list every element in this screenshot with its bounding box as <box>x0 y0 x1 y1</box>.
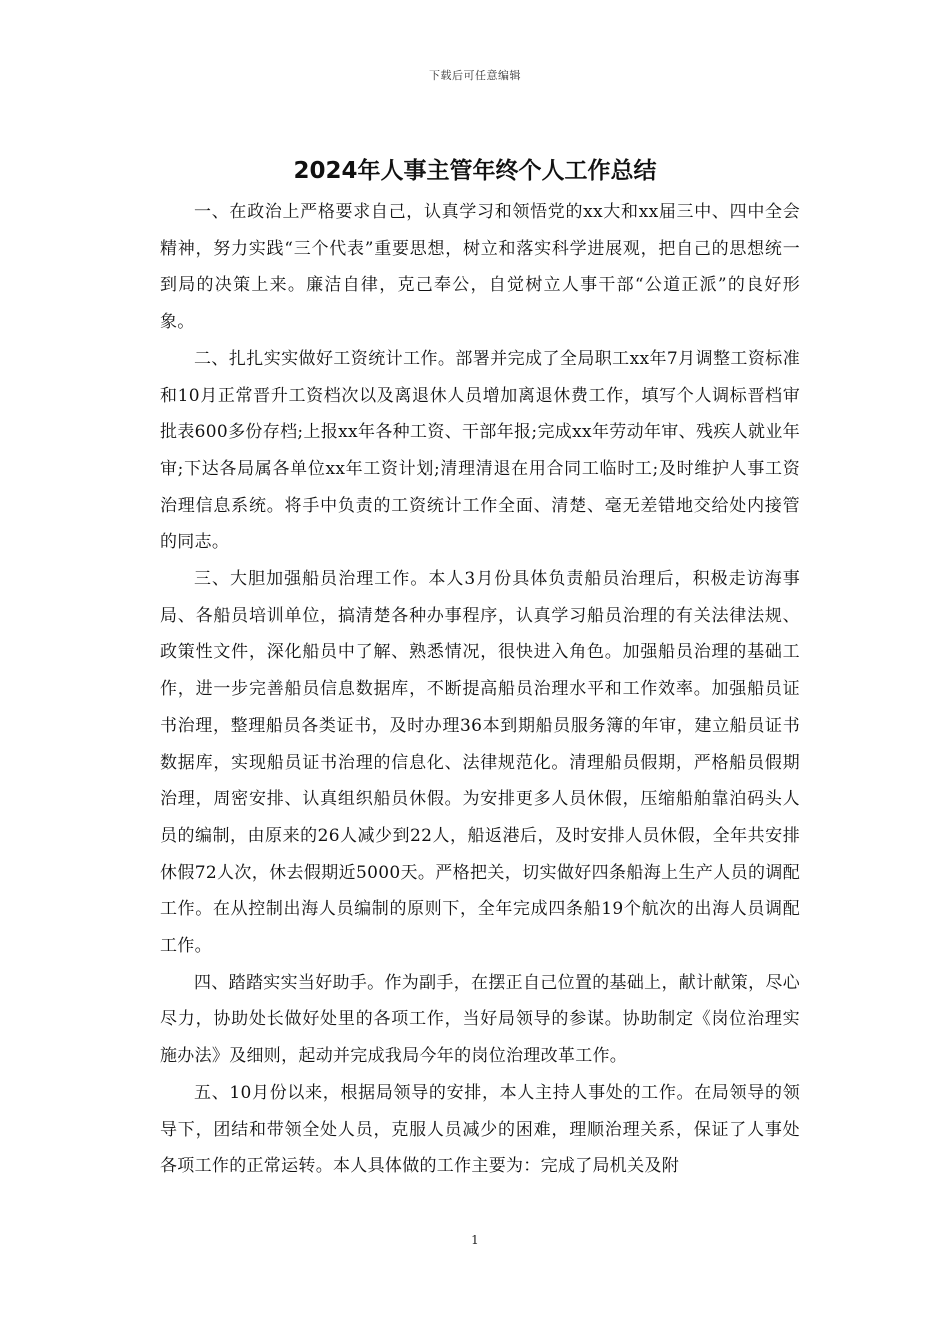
document-body <box>160 194 800 1185</box>
paragraph-2: 二、扎扎实实做好工资统计工作。部署并完成了全局职工xx年7月调整工资标准和10月正常晋升工资档次以及离退休人员增加离退休费工作，填写个人调标晋档审批表600多份存档;上报xx年各种工资、干部年报;完成xx年劳动年审、残疾人就业年审;下达各局属各单位xx年工资计划;清理清退在用合同工临时工;及时维护人事工资治理信息系统。将手中负责的工资统计工作全面、清楚、毫无差错地交给处内接管的同志。 <box>160 348 800 553</box>
page-number: 1 <box>471 1233 479 1247</box>
document-title: 2024年人事主管年终个人工作总结 <box>293 158 657 184</box>
paragraph-3: 三、大胆加强船员治理工作。本人3月份具体负责船员治理后，积极走访海事局、各船员培训单位，搞清楚各种办事程序，认真学习船员治理的有关法律法规、政策性文件，深化船员中了解、熟悉情况，很快进入角色。加强船员治理的基础工作，进一步完善船员信息数据库，不断提高船员治理水平和工作效率。加强船员证书治理，整理船员各类证书，及时办理36本到期船员服务簿的年审，建立船员证书数据库，实现船员证书治理的信息化、法律规范化。清理船员假期，严格船员假期治理，周密安排、认真组织船员休假。为安排更多人员休假，压缩船舶靠泊码头人员的编制，由原来的26人减少到22人，船返港后，及时安排人员休假，全年共安排休假72人次，休去假期近5000天。严格把关，切实做好四条船海上生产人员的调配工作。在从控制出海人员编制的原则下，全年完成四条船19个航次的出海人员调配工作。 <box>160 569 800 957</box>
paragraph-4: 四、踏踏实实当好助手。作为副手，在摆正自己位置的基础上，献计献策，尽心尽力，协助处长做好处里的各项工作，当好局领导的参谋。协助制定《岗位治理实施办法》及细则，起动并完成我局今年的岗位治理改革工作。 <box>160 972 800 1067</box>
paragraph-1: 一、在政治上严格要求自己，认真学习和领悟党的xx大和xx届三中、四中全会精神，努力实践“三个代表”重要思想，树立和落实科学进展观，把自己的思想统一到局的决策上来。廉洁自律，克己奉公，自觉树立人事干部“公道正派”的良好形象。 <box>160 202 800 333</box>
header-note: 下载后可任意编辑 <box>429 69 521 82</box>
paragraph-5: 五、10月份以来，根据局领导的安排，本人主持人事处的工作。在局领导的领导下，团结和带领全处人员，克服人员减少的困难，理顺治理关系，保证了人事处各项工作的正常运转。本人具体做的工作主要为：完成了局机关及附 <box>160 1082 800 1177</box>
